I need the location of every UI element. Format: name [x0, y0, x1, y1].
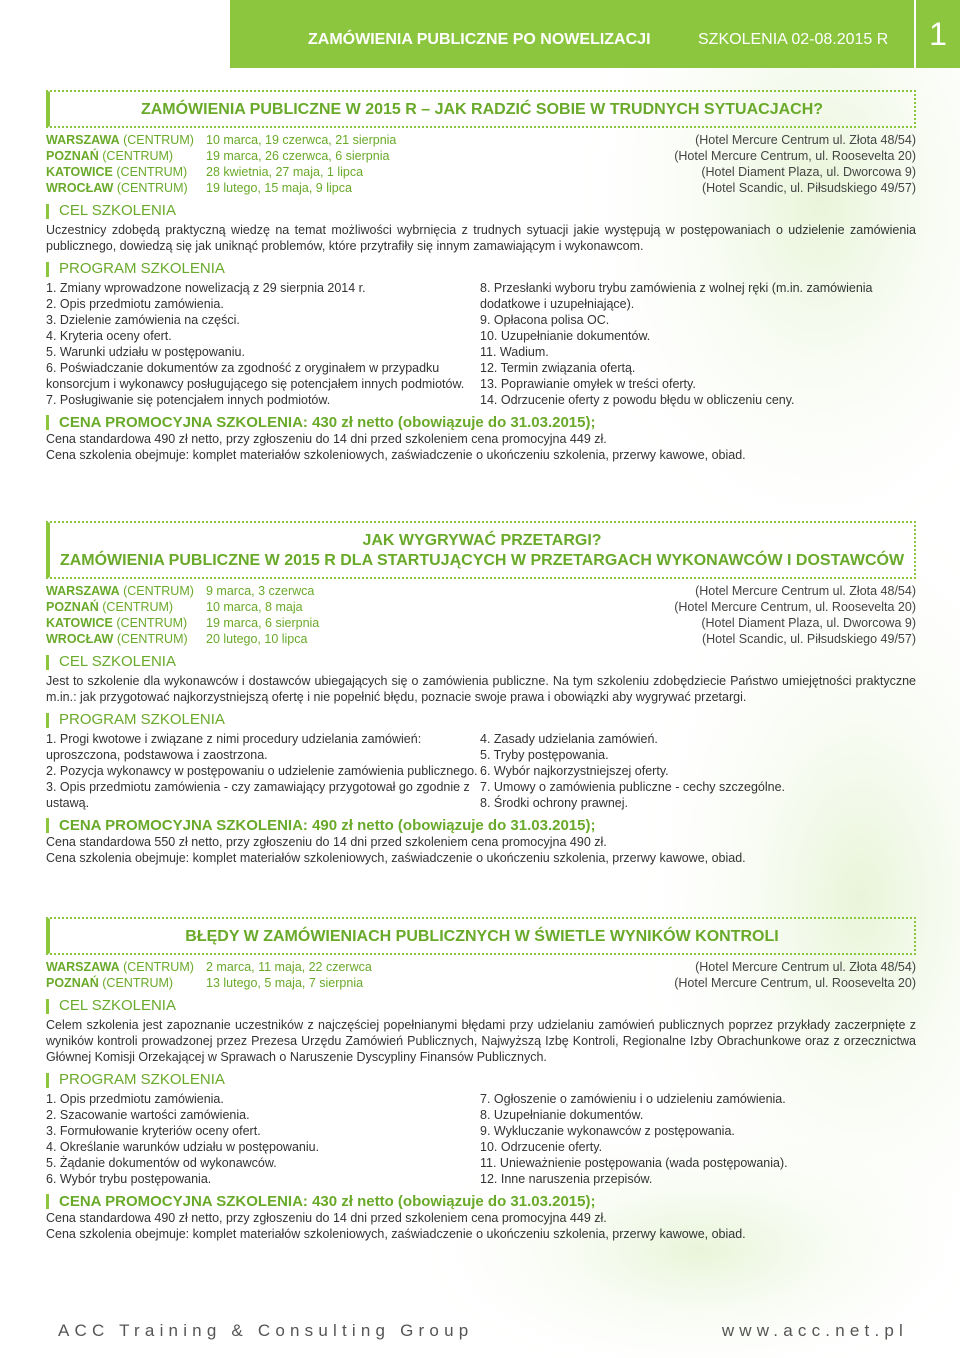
- program-item: 3. Opis przedmiotu zamówienia - czy zamawiający przygotował go zgodnie z ustawą.: [46, 780, 470, 810]
- location-city: [46, 583, 206, 599]
- locations-list: [46, 132, 916, 196]
- program-item: 2. Pozycja wykonawcy w postępowaniu o udzielenie zamówienia publicznego.: [46, 764, 478, 778]
- section-title-line: ZAMÓWIENIA PUBLICZNE W 2015 R – JAK RADZIĆ SOBIE W TRUDNYCH SYTUACJACH?: [140, 101, 824, 118]
- program-item: 7. Umowy o zamówienia publiczne - cechy szczególne.: [480, 780, 785, 794]
- program-item: 2. Opis przedmiotu zamówienia.: [46, 297, 224, 311]
- program-item: 5. Tryby postępowania.: [480, 748, 609, 762]
- program-item: 8. Środki ochrony prawnej.: [480, 796, 628, 810]
- city-area: (CENTRUM): [102, 976, 174, 990]
- goal-heading: [46, 653, 916, 671]
- location-hotel: (Hotel Diament Plaza, ul. Dworcowa 9): [701, 165, 916, 179]
- city-area: (CENTRUM): [116, 616, 188, 630]
- location-row: [46, 132, 916, 148]
- standard-price-note: Cena standardowa 490 zł netto, przy zgłoszeniu do 14 dni przed szkoleniem cena promocyjna 449 zł.: [46, 1211, 607, 1225]
- city-name: WARSZAWA: [46, 584, 120, 598]
- location-city: [46, 164, 206, 180]
- promo-price-text: CENA PROMOCYJNA SZKOLENIA: 430 zł netto (obowiązuje do 31.03.2015);: [59, 413, 596, 431]
- price-includes-note: Cena szkolenia obejmuje: komplet materiałów szkoleniowych, zaświadczenie o ukończeniu szkolenia, przerwy kawowe, obiad.: [46, 448, 746, 462]
- city-area: (CENTRUM): [102, 600, 174, 614]
- heading-bar: [46, 818, 49, 833]
- location-row: [46, 599, 916, 615]
- program-item: 11. Wadium.: [480, 345, 549, 359]
- program-item: 4. Kryteria oceny ofert.: [46, 329, 172, 343]
- location-hotel: (Hotel Mercure Centrum, ul. Roosevelta 20): [674, 600, 916, 614]
- city-name: POZNAŃ: [46, 976, 99, 990]
- heading-bar: [46, 1073, 49, 1088]
- section-heading: [46, 521, 916, 579]
- heading-bar: [46, 204, 49, 219]
- program-item: 2. Szacowanie wartości zamówienia.: [46, 1108, 250, 1122]
- program-column-left: [46, 1091, 480, 1187]
- header-subtitle: SZKOLENIA 02-08.2015 R: [698, 31, 889, 48]
- program-item: 4. Zasady udzielania zamówień.: [480, 732, 658, 746]
- program-list: [46, 731, 916, 811]
- goal-text: Jest to szkolenie dla wykonawców i dostawców ubiegających się o zamówienia publiczne. Na tym szkoleniu zdobędziecie Państwo umiejętności praktyczne m.in.: jak przygotować najkorzystniejszą ofertę i nie popełnić błędu, poznacie swoje prawa i obowiązki aby wygrywać przetargi.: [46, 674, 916, 704]
- goal-text: Celem szkolenia jest zapoznanie uczestników z najczęściej popełnianymi błędami przy udzielaniu zamówień publicznych poprzez przykłady zaczerpnięte z wyników kontroli prowadzonej przez Prezesa Urzędu Zamówień Publicznych, Najwyższą Izbę Kontroli, Regionalne Izby Obrachunkowe oraz z orzecznictwa Głównej Komisji Orzekającej w Sprawach o Naruszenie Dyscypliny Finansów Publicznych.: [46, 1018, 916, 1064]
- goal-heading: [46, 202, 916, 220]
- location-city: [46, 599, 206, 615]
- section-heading: [46, 917, 916, 955]
- promo-price-text: CENA PROMOCYJNA SZKOLENIA: 490 zł netto (obowiązuje do 31.03.2015);: [59, 816, 596, 834]
- program-item: 10. Uzupełnianie dokumentów.: [480, 329, 651, 343]
- city-name: WARSZAWA: [46, 960, 120, 974]
- city-area: (CENTRUM): [123, 584, 194, 598]
- city-name: KATOWICE: [46, 616, 113, 630]
- program-item: 12. Inne naruszenia przepisów.: [480, 1172, 653, 1186]
- location-city: [46, 148, 206, 164]
- location-hotel: (Hotel Scandic, ul. Piłsudskiego 49/57): [701, 181, 916, 195]
- program-column-right: [480, 731, 916, 811]
- location-dates: 10 marca, 19 czerwca, 21 sierpnia: [206, 133, 397, 147]
- program-item: 1. Opis przedmiotu zamówienia.: [46, 1092, 224, 1106]
- program-item: 8. Przesłanki wyboru trybu zamówienia z wolnej ręki (m.in. zamówienia dodatkowe i uzupełniające).: [480, 281, 873, 311]
- location-row: [46, 975, 916, 991]
- heading-bar: [46, 999, 49, 1014]
- program-item: 11. Unieważnienie postępowania (wada postępowania).: [480, 1156, 788, 1170]
- program-label: PROGRAM SZKOLENIA: [59, 1071, 225, 1088]
- program-column-left: [46, 731, 480, 811]
- section-title-line: JAK WYGRYWAĆ PRZETARGI?: [362, 532, 602, 549]
- standard-price-note: Cena standardowa 490 zł netto, przy zgłoszeniu do 14 dni przed szkoleniem cena promocyjna 449 zł.: [46, 432, 607, 446]
- location-city: [46, 959, 206, 975]
- promo-price: [46, 816, 916, 834]
- city-area: (CENTRUM): [116, 165, 188, 179]
- program-column-right: [480, 1091, 916, 1187]
- location-row: [46, 164, 916, 180]
- program-item: 4. Określanie warunków udziału w postępowaniu.: [46, 1140, 320, 1154]
- location-dates: 19 marca, 6 sierpnia: [206, 616, 320, 630]
- program-item: 7. Ogłoszenie o zamówieniu i o udzieleniu zamówienia.: [480, 1092, 786, 1106]
- program-list: [46, 1091, 916, 1187]
- program-item: 7. Posługiwanie się potencjałem innych podmiotów.: [46, 393, 331, 407]
- location-hotel: (Hotel Mercure Centrum ul. Złota 48/54): [695, 960, 916, 974]
- goal-label: CEL SZKOLENIA: [59, 997, 176, 1014]
- city-area: (CENTRUM): [116, 632, 188, 646]
- program-item: 9. Wykluczanie wykonawców z postępowania.: [480, 1124, 735, 1138]
- goal-heading: [46, 997, 916, 1015]
- promo-price: [46, 413, 916, 431]
- heading-bar: [46, 262, 49, 277]
- city-name: POZNAŃ: [46, 600, 99, 614]
- location-dates: 19 lutego, 15 maja, 9 lipca: [206, 181, 352, 195]
- goal-text: Uczestnicy zdobędą praktyczną wiedzę na temat możliwości wybrnięcia z trudnych sytuacji jakie występują w postępowaniach o udzielenie zamówienia publicznego, dowiedzą się jak uniknąć problemów, które przytrafiły się innym zamawiającym i wykonawcom.: [46, 223, 916, 253]
- program-item: 5. Żądanie dokumentów od wykonawców.: [46, 1156, 277, 1170]
- location-hotel: (Hotel Mercure Centrum ul. Złota 48/54): [695, 133, 916, 147]
- location-dates: 20 lutego, 10 lipca: [206, 632, 308, 646]
- program-column-left: [46, 280, 480, 408]
- location-hotel: (Hotel Diament Plaza, ul. Dworcowa 9): [701, 616, 916, 630]
- heading-bar: [46, 415, 49, 430]
- program-heading: [46, 1071, 916, 1089]
- location-dates: 28 kwietnia, 27 maja, 1 lipca: [206, 165, 364, 179]
- location-dates: 2 marca, 11 maja, 22 czerwca: [206, 960, 372, 974]
- heading-bar: [46, 713, 49, 728]
- program-item: 10. Odrzucenie oferty.: [480, 1140, 603, 1154]
- program-list: [46, 280, 916, 408]
- program-heading: [46, 711, 916, 729]
- location-row: [46, 615, 916, 631]
- promo-price-text: CENA PROMOCYJNA SZKOLENIA: 430 zł netto (obowiązuje do 31.03.2015);: [59, 1192, 596, 1210]
- city-name: POZNAŃ: [46, 149, 99, 163]
- location-row: [46, 180, 916, 196]
- page-header: [230, 0, 960, 68]
- section-title-line: ZAMÓWIENIA PUBLICZNE W 2015 R DLA STARTUJĄCYCH W PRZETARGACH WYKONAWCÓW I DOSTAWCÓW: [59, 552, 905, 569]
- program-item: 3. Dzielenie zamówienia na części.: [46, 313, 240, 327]
- program-item: 12. Termin związania ofertą.: [480, 361, 636, 375]
- location-hotel: (Hotel Mercure Centrum, ul. Roosevelta 20): [674, 149, 916, 163]
- program-heading: [46, 260, 916, 278]
- footer-company: ACC Training & Consulting Group: [58, 1321, 474, 1340]
- location-city: [46, 975, 206, 991]
- goal-label: CEL SZKOLENIA: [59, 653, 176, 670]
- program-column-right: [480, 280, 916, 408]
- program-item: 6. Poświadczanie dokumentów za zgodność z oryginałem w przypadku konsorcjum i wykonawcy posługującego się potencjałem innych podmiotów.: [46, 361, 465, 391]
- location-dates: 10 marca, 8 maja: [206, 600, 303, 614]
- program-item: 6. Wybór trybu postępowania.: [46, 1172, 212, 1186]
- program-item: 1. Zmiany wprowadzone nowelizacją z 29 sierpnia 2014 r.: [46, 281, 366, 295]
- location-dates: 19 marca, 26 czerwca, 6 sierpnia: [206, 149, 390, 163]
- location-row: [46, 959, 916, 975]
- training-section: [46, 917, 916, 1242]
- program-item: 3. Formułowanie kryteriów oceny ofert.: [46, 1124, 261, 1138]
- city-area: (CENTRUM): [123, 960, 194, 974]
- price-includes-note: Cena szkolenia obejmuje: komplet materiałów szkoleniowych, zaświadczenie o ukończeniu szkolenia, przerwy kawowe, obiad.: [46, 851, 746, 865]
- header-band: [230, 0, 914, 68]
- heading-bar: [46, 655, 49, 670]
- program-item: 9. Opłacona polisa OC.: [480, 313, 610, 327]
- program-item: 5. Warunki udziału w postępowaniu.: [46, 345, 245, 359]
- city-name: WARSZAWA: [46, 133, 120, 147]
- locations-list: [46, 583, 916, 647]
- location-city: [46, 132, 206, 148]
- training-section: [46, 521, 916, 866]
- training-section: [46, 90, 916, 463]
- location-hotel: (Hotel Mercure Centrum, ul. Roosevelta 20): [674, 976, 916, 990]
- program-item: 14. Odrzucenie oferty z powodu błędu w obliczeniu ceny.: [480, 393, 795, 407]
- city-name: WROCŁAW: [46, 632, 114, 646]
- program-item: 6. Wybór najkorzystniejszej oferty.: [480, 764, 669, 778]
- location-row: [46, 631, 916, 647]
- location-dates: 9 marca, 3 czerwca: [206, 584, 315, 598]
- heading-bar: [46, 1194, 49, 1209]
- section-heading: [46, 90, 916, 128]
- location-dates: 13 lutego, 5 maja, 7 sierpnia: [206, 976, 364, 990]
- promo-price: [46, 1192, 916, 1210]
- location-city: [46, 615, 206, 631]
- city-name: KATOWICE: [46, 165, 113, 179]
- location-city: [46, 631, 206, 647]
- footer-website[interactable]: www.acc.net.pl: [721, 1321, 908, 1340]
- location-hotel: (Hotel Mercure Centrum ul. Złota 48/54): [695, 584, 916, 598]
- program-label: PROGRAM SZKOLENIA: [59, 711, 225, 728]
- city-area: (CENTRUM): [116, 181, 188, 195]
- section-title-line: BŁĘDY W ZAMÓWIENIACH PUBLICZNYCH W ŚWIETLE WYNIKÓW KONTROLI: [185, 928, 779, 945]
- standard-price-note: Cena standardowa 550 zł netto, przy zgłoszeniu do 14 dni przed szkoleniem cena promocyjna 490 zł.: [46, 835, 607, 849]
- location-row: [46, 583, 916, 599]
- location-city: [46, 180, 206, 196]
- locations-list: [46, 959, 916, 991]
- location-hotel: (Hotel Scandic, ul. Piłsudskiego 49/57): [701, 632, 916, 646]
- price-includes-note: Cena szkolenia obejmuje: komplet materiałów szkoleniowych, zaświadczenie o ukończeniu szkolenia, przerwy kawowe, obiad.: [46, 1227, 746, 1241]
- city-area: (CENTRUM): [123, 133, 194, 147]
- program-item: 8. Uzupełnianie dokumentów.: [480, 1108, 644, 1122]
- program-item: 1. Progi kwotowe i związane z nimi procedury udzielania zamówień: uproszczona, podstawowa i zaostrzona.: [46, 732, 422, 762]
- program-item: 13. Poprawianie omyłek w treści oferty.: [480, 377, 696, 391]
- page-number: 1: [916, 0, 960, 68]
- city-area: (CENTRUM): [102, 149, 174, 163]
- header-title: ZAMÓWIENIA PUBLICZNE PO NOWELIZACJI: [308, 31, 651, 48]
- goal-label: CEL SZKOLENIA: [59, 202, 176, 219]
- city-name: WROCŁAW: [46, 181, 114, 195]
- program-label: PROGRAM SZKOLENIA: [59, 260, 225, 277]
- location-row: [46, 148, 916, 164]
